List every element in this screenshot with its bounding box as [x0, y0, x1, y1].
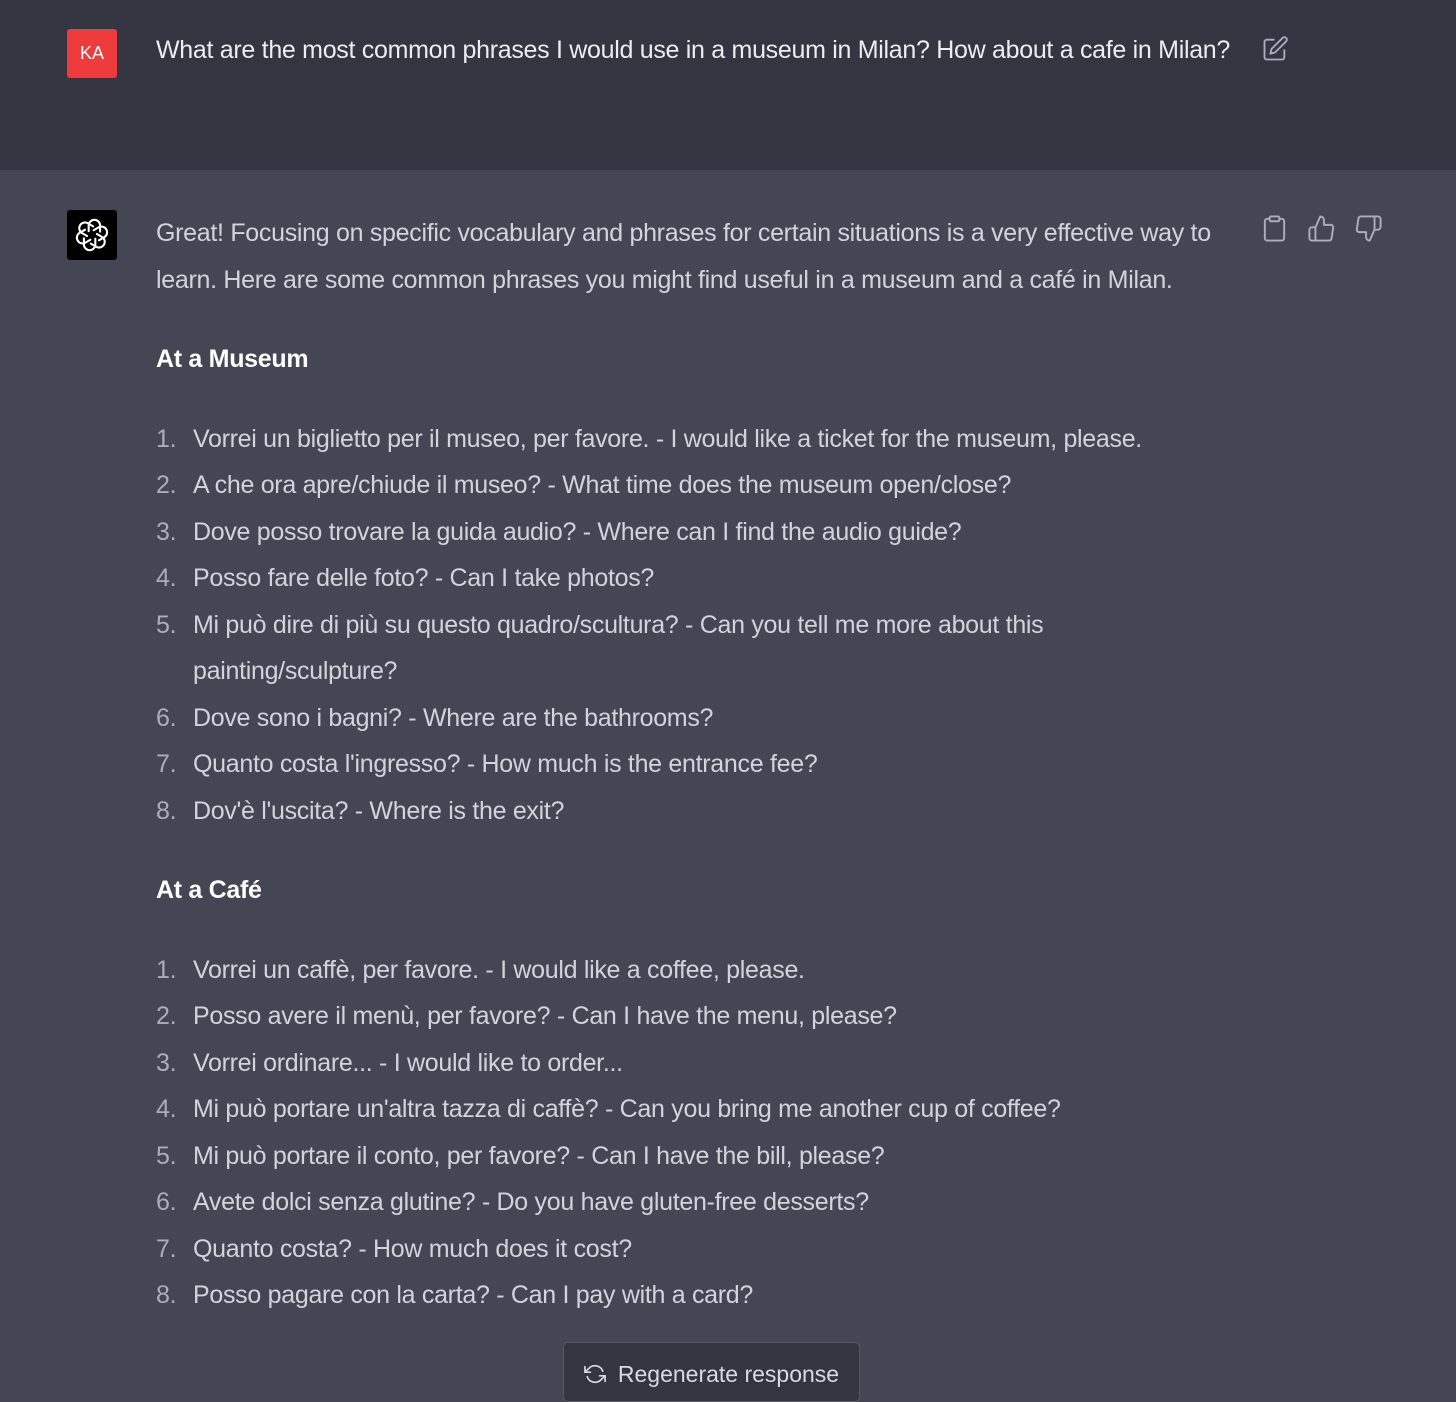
list-item: 4. Mi può portare un'altra tazza di caffè? - Can you bring me another cup of coffee?	[156, 1095, 1061, 1123]
openai-logo-icon	[73, 216, 111, 254]
list-item: 1. Vorrei un biglietto per il museo, per favore. - I would like a ticket for the museum, please.	[156, 424, 1142, 453]
list-item: 6. Avete dolci senza glutine? - Do you have gluten-free desserts?	[156, 1188, 869, 1216]
assistant-message-row	[0, 170, 1456, 1391]
user-message-row	[0, 0, 1456, 170]
user-message-text: What are the most common phrases I would use in a museum in Milan? How about a cafe in Milan?	[156, 36, 1231, 64]
list-item: 5. Mi può portare il conto, per favore? - Can I have the bill, please?	[156, 1141, 885, 1170]
list-item: 5. Mi può dire di più su questo quadro/scultura? - Can you tell me more about this painting/sculpture?	[156, 610, 1044, 685]
thumbs-up-icon[interactable]	[1307, 214, 1336, 243]
list-item: 6. Dove sono i bagni? - Where are the bathrooms?	[156, 703, 714, 732]
intro-paragraph: Great! Focusing on specific vocabulary and phrases for certain situations is a very effective way to learn. Here are some common phrases you might find useful in a museum and a café in Milan.	[156, 219, 1211, 294]
user-avatar: KA	[67, 29, 117, 78]
list-item: 1. Vorrei un caffè, per favore. - I would like a coffee, please.	[156, 955, 805, 984]
list-item: 4. Posso fare delle foto? - Can I take photos?	[156, 564, 655, 592]
list-item: 7. Quanto costa l'ingresso? - How much is the entrance fee?	[156, 750, 818, 778]
list-item: 8. Posso pagare con la carta? - Can I pay with a card?	[156, 1281, 754, 1309]
refresh-icon	[584, 1363, 606, 1385]
museum-phrase-list	[156, 416, 1236, 835]
cafe-phrase-list	[156, 947, 1236, 1319]
clipboard-icon[interactable]	[1260, 214, 1289, 243]
message-actions	[1260, 214, 1383, 243]
list-item: 2. Posso avere il menù, per favore? - Can I have the menu, please?	[156, 1002, 897, 1030]
list-item: 7. Quanto costa? - How much does it cost?	[156, 1234, 632, 1263]
assistant-message-text	[156, 210, 1236, 1319]
list-item: 3. Vorrei ordinare... - I would like to order...	[156, 1048, 623, 1077]
cafe-heading: At a Café	[156, 876, 262, 904]
museum-heading: At a Museum	[156, 345, 309, 373]
list-item: 2. A che ora apre/chiude il museo? - What time does the museum open/close?	[156, 471, 1012, 499]
thumbs-down-icon[interactable]	[1354, 214, 1383, 243]
list-item: 3. Dove posso trovare la guida audio? - Where can I find the audio guide?	[156, 517, 962, 546]
regenerate-response-button[interactable]	[563, 1342, 860, 1402]
list-item: 8. Dov'è l'uscita? - Where is the exit?	[156, 796, 565, 825]
edit-icon[interactable]	[1261, 35, 1289, 63]
regenerate-label: Regenerate response	[617, 1361, 840, 1387]
assistant-avatar	[67, 210, 117, 260]
